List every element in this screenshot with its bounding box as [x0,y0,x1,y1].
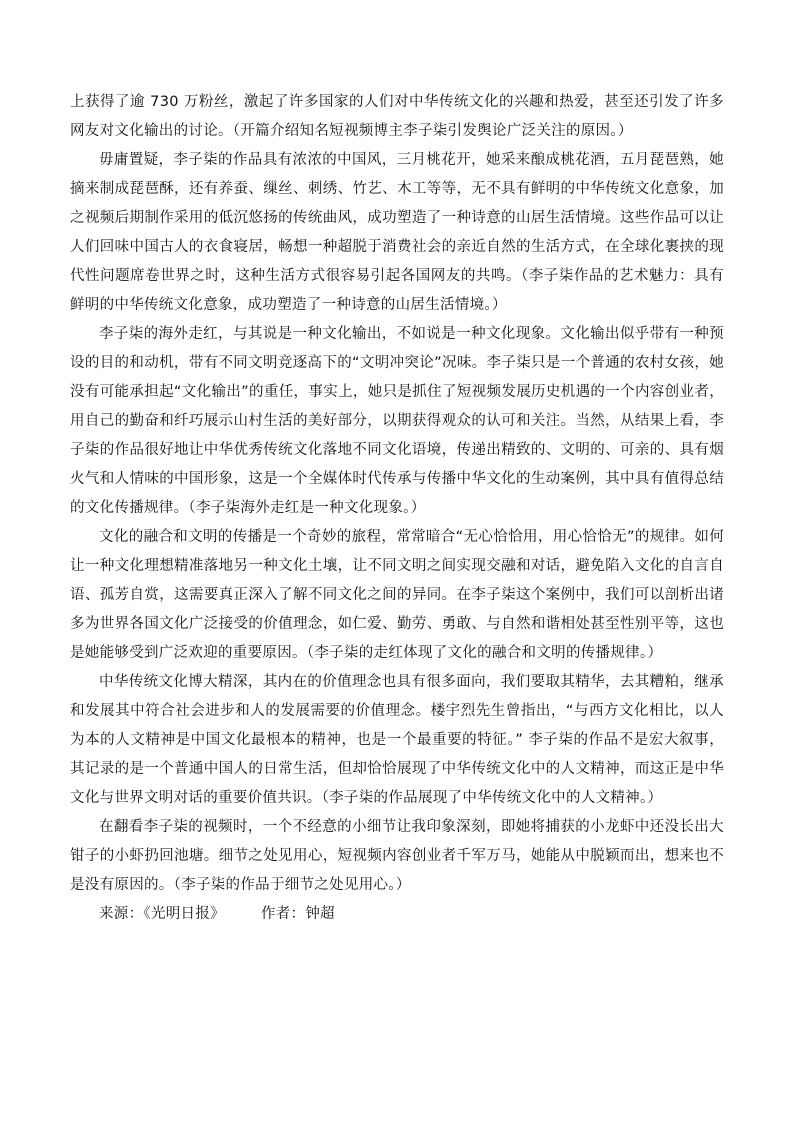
article-paragraph: 李子柒的海外走红，与其说是一种文化输出，不如说是一种文化现象。文化输出似乎带有一种预设的目的和动机，带有不同文明竞逐高下的“文明冲突论”况味。李子柒只是一个普通的农村女孩，她没有可能承担起“文化输出”的重任，事实上，她只是抓住了短视频发展历史机遇的一个内容创业者，用自己的勤奋和纤巧展示山村生活的美好部分，以期获得观众的认可和关注。当然，从结果上看，李子柒的作品很好地让中华优秀传统文化落地不同文化语境，传递出精致的、文明的、可亲的、具有烟火气和人情味的中国形象，这是一个全媒体时代传承与传播中华文化的生动案例，其中具有值得总结的文化传播规律。（李子柒海外走红是一种文化现象。） [70,326,724,516]
article-paragraph: 中华传统文化博大精深，其内在的价值理念也具有很多面向，我们要取其精华，去其糟粕，继承和发展其中符合社会进步和人的发展需要的价值理念。楼宇烈先生曾指出，“与西方文化相比，以人为本的人文精神是中国文化最根本的精神，也是一个最重要的特征。” 李子柒的作品不是宏大叙事，其记录的是一个普通中国人的日常生活，但却恰恰展现了中华传统文化中的人文精神，而这正是中华文化与世界文明对话的重要价值共识。（李子柒的作品展现了中华传统文化中的人文精神。） [70,674,724,806]
source-line [70,900,724,929]
source-label: 来源：《光明日报》 [99,906,225,922]
author-label: 作者：钟超 [260,906,335,922]
article-paragraph: 在翻看李子柒的视频时，一个不经意的小细节让我印象深刻，即她将捕获的小龙虾中还没长出大钳子的小虾扔回池塘。细节之处见用心，短视频内容创业者千军万马，她能从中脱颖而出，想来也不是没有原因的。（李子柒的作品于细节之处见用心。） [70,819,724,893]
article-page [70,88,724,929]
article-paragraph-continued: 上获得了逾 730 万粉丝，激起了许多国家的人们对中华传统文化的兴趣和热爱，甚至还引发了许多网友对文化输出的讨论。（开篇介绍知名短视频博主李子柒引发舆论广泛关注的原因。） [70,94,724,139]
article-paragraph: 文化的融合和文明的传播是一个奇妙的旅程，常常暗合“无心恰恰用，用心恰恰无”的规律。如何让一种文化理想精准落地另一种文化土壤，让不同文明之间实现交融和对话，避免陷入文化的自言自语、孤芳自赏，这需要真正深入了解不同文化之间的异同。在李子柒这个案例中，我们可以剖析出诸多为世界各国文化广泛接受的价值理念，如仁爱、勤劳、勇敢、与自然和谐相处甚至性别平等，这也是她能够受到广泛欢迎的重要原因。（李子柒的走红体现了文化的融合和文明的传播规律。） [70,529,724,661]
article-paragraph: 毋庸置疑，李子柒的作品具有浓浓的中国风，三月桃花开，她采来酿成桃花酒，五月琵琶熟，她摘来制成琵琶酥，还有养蚕、缫丝、刺绣、竹艺、木工等等，无不具有鲜明的中华传统文化意象，加之视频后期制作采用的低沉悠扬的传统曲风，成功塑造了一种诗意的山居生活情境。这些作品可以让人们回味中国古人的衣食寝居，畅想一种超脱于消费社会的亲近自然的生活方式，在全球化裹挟的现代性问题席卷世界之时，这种生活方式很容易引起各国网友的共鸣。（李子柒作品的艺术魅力：具有鲜明的中华传统文化意象，成功塑造了一种诗意的山居生活情境。） [70,152,724,313]
